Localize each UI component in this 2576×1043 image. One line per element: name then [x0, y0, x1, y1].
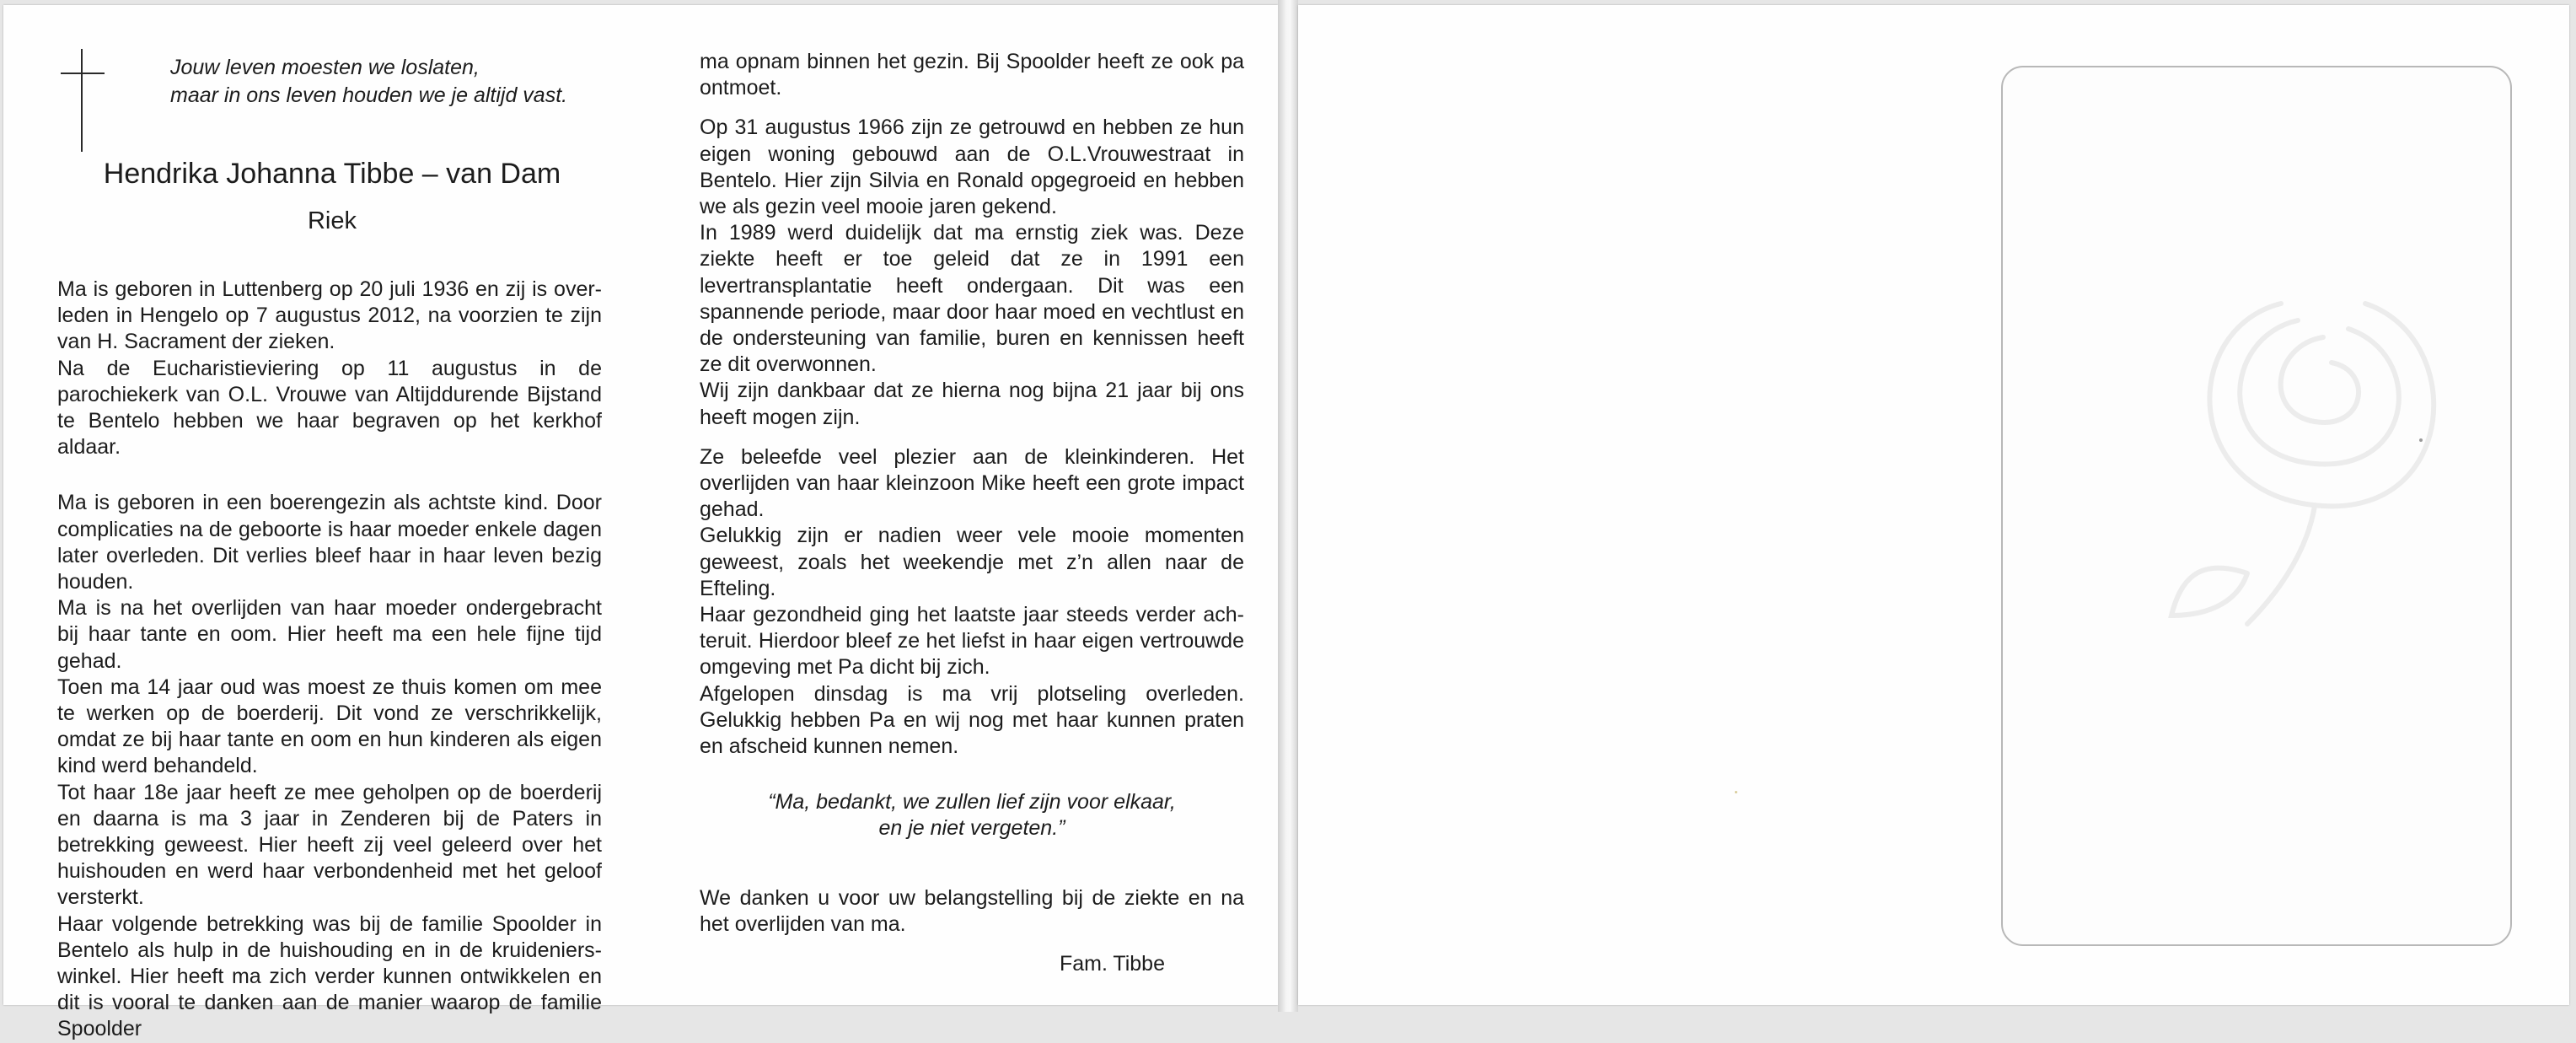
rose-watermark-icon [2146, 219, 2500, 641]
paper-speck [1735, 791, 1737, 793]
paragraph-continuation: ma opnam binnen het gezin. Bij Spoolder heeft ze ook pa ontmoet. [700, 50, 1244, 100]
deceased-nickname: Riek [307, 207, 357, 234]
photo-frame [2001, 66, 2512, 946]
motto-line: maar in ons leven houden we je altijd vast. [170, 83, 568, 107]
card-fold [1278, 0, 1298, 1012]
motto [170, 54, 642, 110]
signature: Fam. Tibbe [1059, 952, 1165, 976]
card-left-page [3, 5, 1278, 1041]
deceased-name: Hendrika Johanna Tibbe – van Dam [103, 158, 561, 190]
paragraph-marriage-illness: Op 31 augustus 1966 zijn ze getrouwd en hebben ze hun eigen woning gebouwd aan de O.L.Vrouwestraat in Bentelo. Hier zijn Silvia en Ronald opgegroeid en hebben we als gezin veel mooie jaren gekend. In 1989 werd duidelijk dat ma ernstig ziek was. Deze ziekte heeft er toe geleid dat ze in 1991 een levertransplantatie heeft ondergaan. Dit was een spannende periode, maar door haar moed en vechtlust en de ondersteuning van familie, buren en kennissen heeft ze dit overwonnen. Wij zijn dankbaar dat ze hierna nog bijna 21 jaar bij ons heeft mogen zijn. [700, 116, 1244, 429]
cross-icon [61, 49, 105, 152]
text-column-left [57, 277, 602, 1043]
closing-quote: “Ma, bedankt, we zullen lief zijn voor elkaar, en je niet vergeten.” [768, 790, 1176, 841]
paragraph-biography: Ma is geboren in een boerengezin als achtste kind. Door complicaties na de geboorte is haar moeder enkele dagen later overleden. Dit verlies bleef haar in haar leven bezig houden. Ma is na het overlijden van haar moeder ondergebracht bij haar tante en oom. Hier heeft ma een hele fijne tijd gehad. Toen ma 14 jaar oud was moest ze thuis komen om mee te werken op de boerderij. Dit vond ze verschrikkelijk, omdat ze bij haar tante en oom en hun kinderen als eigen kind werd behandeld. Tot haar 18e jaar heeft ze mee geholpen op de boerderij en daarna is ma 3 jaar in Zenderen bij de Paters in betrekking geweest. Hier heeft zij veel geleerd over het huishouden en werd haar verbondenheid met het geloof versterkt. Haar volgende betrekking was bij de familie Spoolder in Bentelo als hulp in de huishouding en in de kruideniers- winkel. Hier heeft ma zich verder kunnen ontwikkelen en dit is vooral te danken aan de manier waarop de familie Spoolder [57, 491, 602, 1041]
paragraph-life-dates: Ma is geboren in Luttenberg op 20 juli 1936 en zij is over- leden in Hengelo op 7 augustus 2012, na voorzien te zijn van H. Sacrament der zieken. Na de Eucharistieviering op 11 augustus in de parochiekerk van O.L. Vrouwe van Altijddurende Bijstand te Bentelo hebben we haar begraven op het kerkhof aldaar. [57, 277, 603, 460]
thanks-paragraph: We danken u voor uw belangstelling bij de ziekte en na het overlijden van ma. [700, 885, 1244, 936]
text-column-right [700, 49, 1244, 977]
paragraph-grandchildren: Ze beleefde veel plezier aan de kleinkinderen. Het overlijden van haar kleinzoon Mike heeft een grote impact gehad. Gelukkig zijn er nadien weer vele mooie momenten geweest, zoals het weekendje met z’n allen naar de Efteling. Haar gezondheid ging het laatste jaar steeds verder ach- teruit. Hierdoor bleef ze het liefst in haar eigen vertrouwde omgeving met Pa dicht bij zich. Afgelopen dinsdag is ma vrij plotseling overleden. Gelukkig hebben Pa en wij nog met haar kunnen praten en afscheid kunnen nemen. [700, 444, 1244, 759]
motto-line: Jouw leven moesten we loslaten, [170, 56, 480, 79]
